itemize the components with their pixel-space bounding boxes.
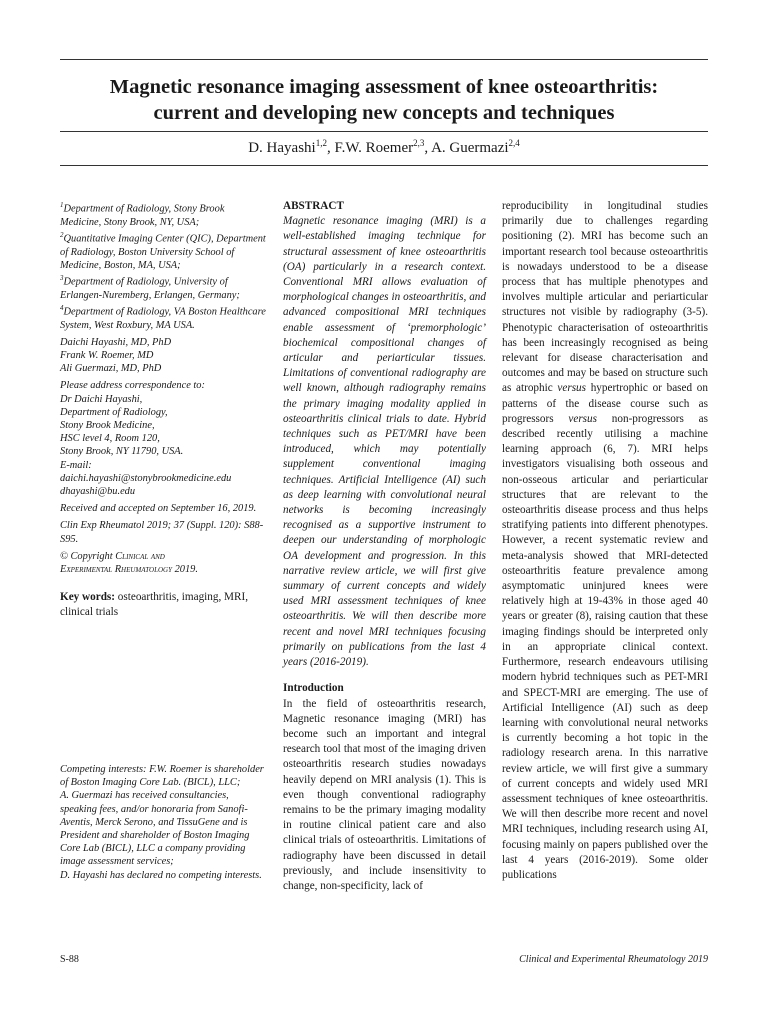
author-name-2: Frank W. Roemer, MD — [60, 349, 154, 361]
top-rule — [60, 59, 708, 60]
author-names — [60, 336, 266, 376]
abstract-heading: ABSTRACT — [283, 200, 344, 212]
competing-item: D. Hayashi has declared no competing interests. — [60, 869, 262, 881]
received-date: Received and accepted on September 16, 2019. — [60, 503, 257, 515]
title-line-1: Magnetic resonance imaging assessment of knee osteoarthritis: — [109, 76, 659, 98]
competing-item: Competing interests: F.W. Roemer is shareholder of Boston Imaging Core Lab. (BICL), LLC; — [60, 764, 264, 789]
correspondence-line: Dr Daichi Hayashi, — [60, 393, 143, 405]
authors-rule — [60, 165, 708, 166]
affiliation-3: $^3$Department of Radiology, University of Erlangen-Nuremberg, Erlangen, Germany; — [60, 273, 240, 301]
abstract-text: Magnetic resonance imaging (MRI) is a well-established imaging technique for structural assessment of knee osteoarthritis (OA) particularly in a research context. Conventional MRI allows evaluation of morphological changes in osteoarthritis, and advanced compositional MRI techniques enable assessment of ‘premorphologic’ biochemical compositional changes of articular and periarticular tissues. Limitations of conventional radiography are well known, although radiography remains the primary imaging modality applied in osteoarthritis clinical trials to date. Hybrid techniques such as PET/MRI have been introduced, which may potentially supplement conventional imaging techniques. Artificial Intelligence (AI) such as deep learning with convolutional neural networks is becoming increasingly recognised as a supportive instrument to deepen our understanding of morphologic OA development and progression. In this narrative review article, we will first give summary of current concepts and widely used MRI assessment techniques of knee osteoarthritis. We will then describe more recent and novel MRI techniques focusing primarily on publications from the last 4 years (2016-2019). — [283, 215, 486, 669]
author-3-affiliation: 2,4 — [508, 138, 520, 148]
email-link[interactable]: daichi.hayashi@stonybrookmedicine.edu — [60, 472, 232, 484]
article-title — [60, 74, 708, 126]
competing-item: A. Guermazi has received consultancies, speaking fees, and/or honoraria from Sanofi-Aventis, Merck Serono, and TissuGene and is President and shareholder of Boston Imaging Core Lab (BICL), LLC a company providing image assessment services; — [60, 790, 250, 868]
citation: Clin Exp Rheumatol 2019; 37 (Suppl. 120): S88-S95. — [60, 520, 264, 545]
author-name-3: Ali Guermazi, MD, PhD — [60, 363, 162, 375]
competing-interests — [60, 763, 266, 882]
correspondence-line: Stony Brook Medicine, — [60, 419, 155, 431]
author-1: D. Hayashi — [248, 140, 316, 156]
author-2-affiliation: 2,3 — [413, 138, 425, 148]
title-line-2: current and developing new concepts and techniques — [153, 102, 615, 124]
affiliation-2: $^2$Quantitative Imaging Center (QIC), Department of Radiology, Boston University School of Medicine, Boston, MA, USA; — [60, 230, 266, 271]
keywords-label: Key words: — [60, 591, 115, 603]
author-3: A. Guermazi — [431, 140, 509, 156]
correspondence — [60, 379, 266, 498]
introduction-text: In the field of osteoarthritis research, Magnetic resonance imaging (MRI) has become such an important and integral research tool that most of the imaging driven osteoarthritis research studies nowadays heavily depend on MRI analysis (1). This is even though conventional radiography remains to be the primary imaging modality in routine clinical patient care and also clinical trials of osteoarthritis. Limitations of radiography have been discussed in detail previously, and include insensitivity to change, non-specificity, lack of — [283, 697, 486, 892]
keywords — [60, 590, 266, 620]
keywords-text: osteoarthritis, imaging, MRI, clinical trials — [60, 591, 248, 619]
affiliation-1: $^1$Department of Radiology, Stony Brook Medicine, Stony Brook, NY, USA; — [60, 201, 225, 228]
introduction-heading: Introduction — [283, 682, 344, 695]
copyright: © Copyright Clinical and Experimental Rheumatology 2019. — [60, 550, 198, 575]
journal-footer: Clinical and Experimental Rheumatology 2019 — [519, 954, 708, 965]
email-label: E-mail: — [60, 459, 92, 471]
author-name-1: Daichi Hayashi, MD, PhD — [60, 336, 172, 348]
page-number: S-88 — [60, 954, 79, 965]
correspondence-line: Department of Radiology, — [60, 406, 168, 418]
author-1-affiliation: 1,2 — [315, 138, 327, 148]
abstract-column — [283, 199, 486, 894]
correspondence-line: Stony Brook, NY 11790, USA. — [60, 446, 184, 458]
correspondence-intro: Please address correspondence to: — [60, 380, 205, 392]
author-2: F.W. Roemer — [334, 140, 414, 156]
email-link[interactable]: dhayashi@bu.edu — [60, 485, 136, 497]
title-rule — [60, 131, 708, 132]
body-column — [502, 199, 708, 883]
sidebar-info — [60, 199, 266, 580]
affiliation-4: $^4$Department of Radiology, VA Boston Healthcare System, West Roxbury, MA USA. — [60, 303, 266, 331]
affiliations — [60, 199, 266, 332]
body-paragraph: reproducibility in longitudinal studies primarily due to challenges regarding positioning (2). MRI has become such an important research tool because osteoarthritis is nowadays understood to be a disease process that has multiple phenotypes and involves multiple articular and periarticular structures not visible by radiography (3-5). Phenotypic characterisation of osteoarthritis has been increasingly recognised as being relevant for disease characterisation and outcomes and may be based on structure such as atrophic versus hypertrophic or based on patterns of the disease course such as progressors versus non-progressors as described recently utilising a machine learning approach (6, 7). MRI helps investigators visualising both osseous and non-osseous articular and periarticular structures that are relevant to the osteoarthritis disease process and thus helps stratifying patients into different phenotypes. However, a recent systematic review and meta-analysis showed that MRI-detected osteoarthritis feature prevalence among asymptomatic uninjured knees were relatively high at 19-43% in those aged 40 years or greater (8), raising caution that these imaging findings should be interpreted only in an appropriate clinical context. Furthermore, research endeavours utilising modern hybrid techniques such as PET-MRI and SPECT-MRI are emerging. The use of Artificial Intelligence (AI) such as deep learning with convolutional neural networks is currently becoming a hot topic in the radiology research arena. In this narrative review article, we will first give a summary of current concepts and widely used MRI assessment techniques of knee osteoarthritis. We will then describe more recent and novel MRI techniques, including research using AI, focusing mainly on papers published over the last 4 years (2016-2019). Some older publications — [502, 200, 708, 881]
correspondence-line: HSC level 4, Room 120, — [60, 433, 160, 445]
author-line: D. Hayashi$^{1,2}$, F.W. Roemer$^{2,3}$, A. Guermazi$^{2,4}$ — [248, 138, 520, 156]
